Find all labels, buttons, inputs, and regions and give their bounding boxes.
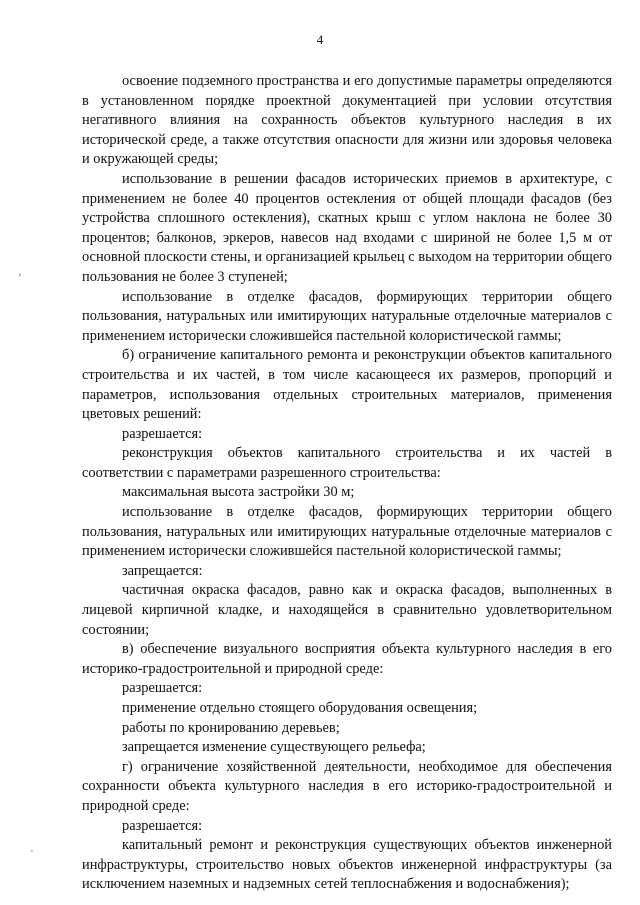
- paragraph-facade-finishing: использование в отделке фасадов, формирующих территории общего пользования, натуральных или имитирующих натуральные отделочные материалов с применением исторически сложившейся пастельной колористической гаммы;: [82, 288, 612, 344]
- paragraph-underground-space: освоение подземного пространства и его допустимые параметры определяются в установленном порядке проектной документацией при условии отсутствия негативного влияния на сохранность объектов культурного наследия в их исторической среде, а также отсутствия опасности для жизни или здоровья человека и окружающей среды;: [82, 73, 612, 168]
- paragraph-partial-painting: частичная окраска фасадов, равно как и окраска фасадов, выполненных в лицевой кирпичной кладке, и находящейся в сравнительно удовлетворительном состоянии;: [82, 582, 612, 638]
- paragraph-item-b: б) ограничение капитального ремонта и реконструкции объектов капитального строительства и их частей, в том числе касающееся их размеров, пропорций и параметров, использования отдельных строительных материалов, применения цветовых решений:: [82, 347, 612, 423]
- scan-speck: ,: [18, 264, 22, 278]
- paragraph-reconstruction: реконструкция объектов капитального строительства и их частей в соответствии с параметрами разрешенного строительства:: [82, 445, 612, 481]
- paragraph-tree-pruning: работы по кронированию деревьев;: [122, 719, 340, 736]
- paragraph-allowed-2: разрешается:: [122, 680, 203, 697]
- paragraph-allowed: разрешается:: [122, 425, 203, 442]
- paragraph-item-g: г) ограничение хозяйственной деятельности, необходимое для обеспечения сохранности объекта культурного наследия в его историко-градостроительной и природной среде:: [82, 758, 612, 814]
- page-number: 4: [316, 32, 324, 47]
- paragraph-infrastructure: капитальный ремонт и реконструкция существующих объектов инженерной инфраструктуры, строительство новых объектов инженерной инфраструктуры (за исключением наземных и надземных сетей теплоснабжения и водоснабжения);: [82, 837, 612, 893]
- paragraph-allowed-3: разрешается:: [122, 817, 203, 834]
- paragraph-relief: запрещается изменение существующего рельефа;: [122, 739, 426, 756]
- scan-speck: ·: [30, 844, 34, 858]
- paragraph-item-v: в) обеспечение визуального восприятия объекта культурного наследия в его историко-градостроительной и природной среде:: [82, 641, 612, 677]
- paragraph-facade-finishing-2: использование в отделке фасадов, формирующих территории общего пользования, натуральных или имитирующих натуральные отделочные материалов с применением исторически сложившейся пастельной колористической гаммы;: [82, 504, 612, 560]
- paragraph-facade-techniques: использование в решении фасадов исторических приемов в архитектуре, с применением не более 40 процентов остекления от общей площади фасадов (без устройства сплошного остекления), скатных крыш с углом наклона не более 30 процентов; балконов, эркеров, навесов над входами с шириной не более 1,5 м от основной плоскости стены, и организацией крыльец с выходом на территории общего пользования не более 3 ступеней;: [82, 170, 612, 285]
- paragraph-prohibited: запрещается:: [122, 562, 203, 579]
- document-body: [82, 72, 612, 895]
- paragraph-max-height: максимальная высота застройки 30 м;: [122, 484, 355, 501]
- paragraph-lighting: применение отдельно стоящего оборудования освещения;: [122, 700, 478, 716]
